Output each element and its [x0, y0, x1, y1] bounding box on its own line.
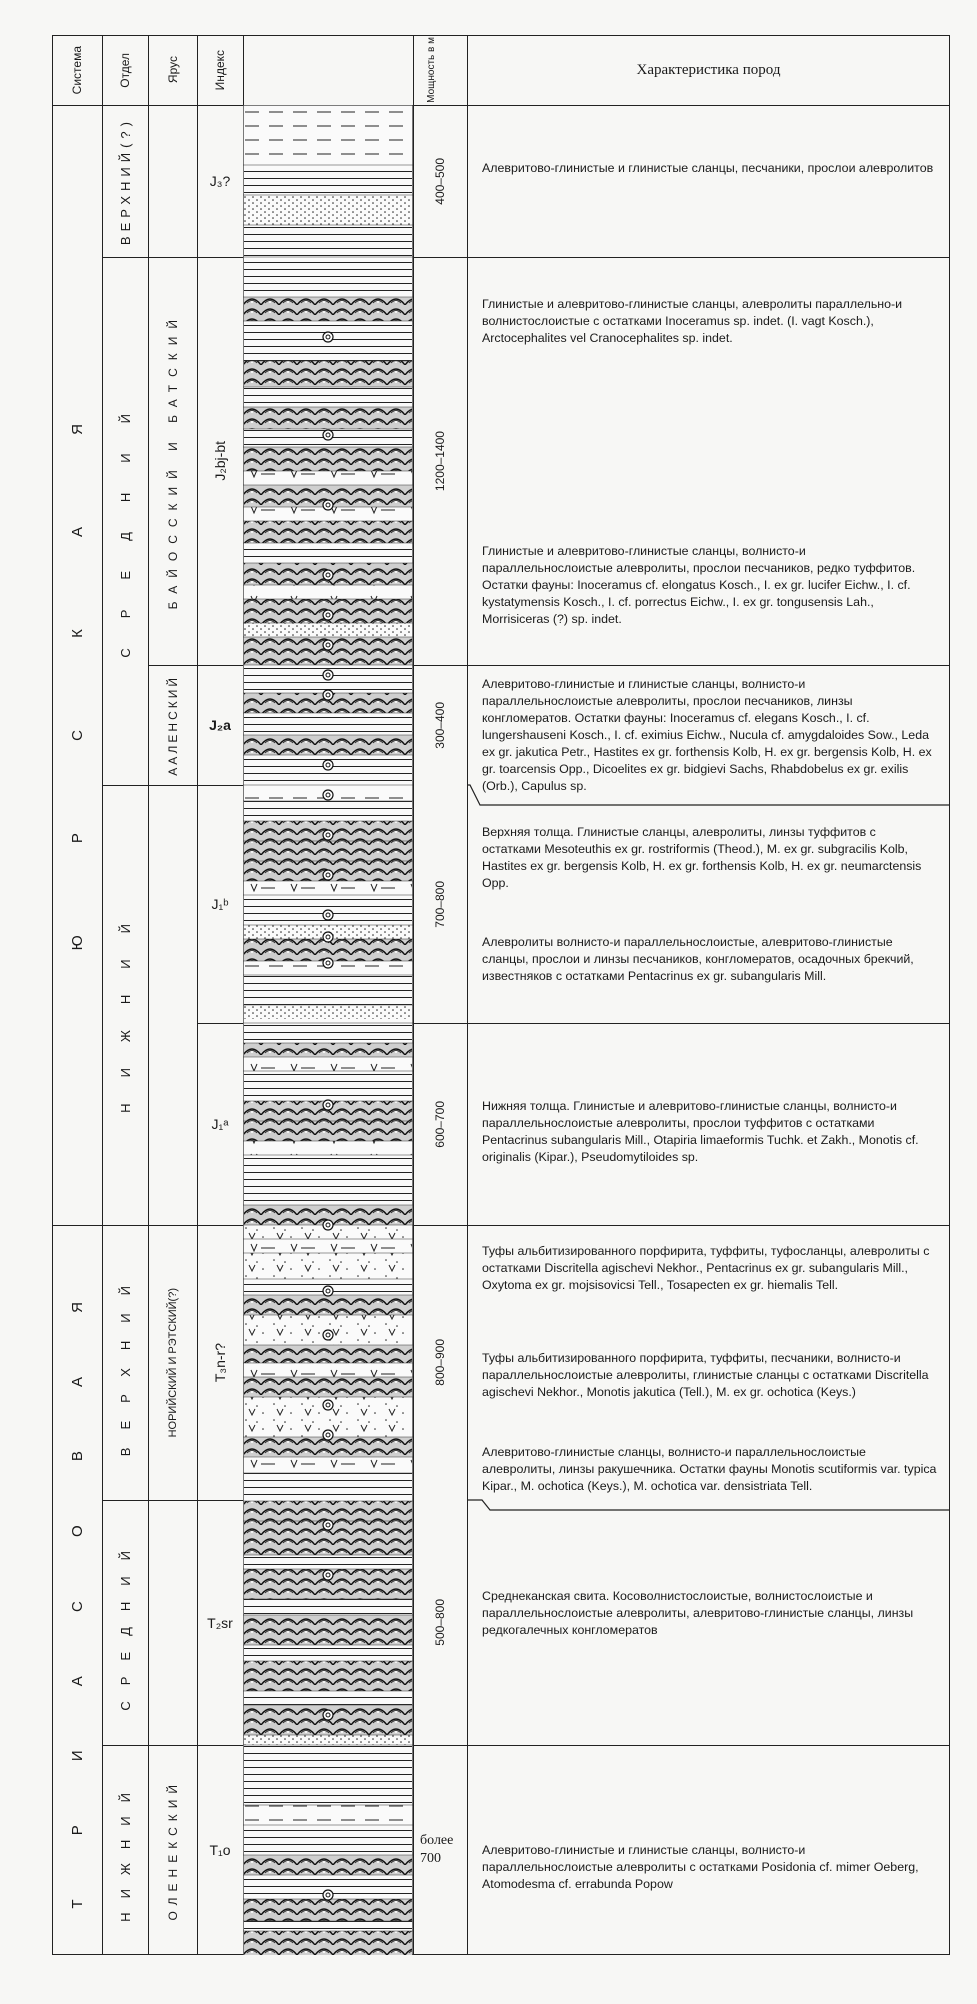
- lithology-band: [244, 1599, 412, 1615]
- thickness-value: 600–700: [433, 1100, 447, 1148]
- ammonite-fossil-icon: [323, 670, 333, 680]
- lithology-band: [244, 1345, 412, 1363]
- ammonite-fossil-icon: [323, 932, 333, 942]
- ammonite-fossil-icon: [323, 1430, 333, 1440]
- stage-label: БАЙОССКИЙ И БАТСКИЙ: [165, 312, 180, 610]
- ammonite-fossil-icon: [323, 1286, 333, 1296]
- series-label: НИЖНИЙ: [117, 897, 133, 1113]
- header-stage-label: Ярус: [165, 56, 180, 84]
- lithology-band: [244, 1043, 412, 1057]
- ammonite-fossil-icon: [323, 1400, 333, 1410]
- ammonite-fossil-icon: [323, 870, 333, 880]
- lithology-band: [244, 735, 412, 755]
- ammonite-fossil-icon: [323, 610, 333, 620]
- stage-label: НОРИЙСКИЙ И РЭТСКИЙ(?): [166, 1287, 179, 1438]
- description-j1a: Нижняя толща. Глинистые и алевритово-глинистые сланцы, волнисто-и параллельнослоистые алевролиты, прослои туффитов с остатками Pentacrinus subangularis Mill., Otapiria limaeformis Tuchk. et Zakh., Monotis cf. originalis (Kipar.), Pseudomytiloides sp.: [482, 1099, 919, 1164]
- lithology-band: [244, 1377, 412, 1397]
- connector-line: [467, 1500, 950, 1510]
- system-triassic-label: Т Р И А С О В А Я: [68, 1271, 86, 1909]
- lithology-band: [244, 1057, 412, 1071]
- ammonite-fossil-icon: [323, 1890, 333, 1900]
- ammonite-fossil-icon: [323, 430, 333, 440]
- lithology-band: [244, 225, 412, 257]
- series-label: ВЕРХНИЙ: [117, 1268, 133, 1457]
- series-label: СРЕДНИЙ: [117, 1534, 133, 1711]
- description-t3-upper: Туфы альбитизированного порфирита, туффиты, туфосланцы, алевролиты с остатками Discritella agischevi Nekhor., Pentacrinus ex gr. subangularis Mill., Oxytoma ex gr. mojsisovicsi Tell., Tosapecten ex gr. hiemalis Tell.: [482, 1244, 930, 1292]
- thickness-value: 700–800: [433, 880, 447, 928]
- lithology-band: [244, 1931, 412, 1955]
- ammonite-fossil-icon: [323, 500, 333, 510]
- lithology-band: [244, 623, 412, 637]
- ammonite-fossil-icon: [323, 1330, 333, 1340]
- lithology-band: [244, 1005, 412, 1019]
- thickness-value: 800–900: [433, 1339, 447, 1386]
- series-label: СРЕДНИЙ: [117, 384, 133, 658]
- thickness-value: 300–400: [433, 701, 447, 749]
- ammonite-fossil-icon: [323, 830, 333, 840]
- thickness-value: 400–500: [433, 157, 447, 205]
- lithology-band: [244, 1899, 412, 1921]
- series-label: ВЕРХНИЙ(?): [117, 116, 133, 246]
- lithology-band: [244, 521, 412, 543]
- lithology-band: [244, 105, 412, 165]
- system-jurassic-label: Ю Р С К А Я: [68, 379, 86, 951]
- lithology-band: [244, 1661, 412, 1691]
- lithology-band: [244, 407, 412, 429]
- index-label: J₃?: [209, 173, 231, 189]
- lithology-band: [244, 165, 412, 195]
- ammonite-fossil-icon: [323, 1520, 333, 1530]
- index-label: J₁ᵃ: [211, 1116, 229, 1132]
- ammonite-fossil-icon: [323, 690, 333, 700]
- lithology-band: [244, 881, 412, 895]
- lithology-band: [244, 1645, 412, 1661]
- lithology-band: [244, 543, 412, 563]
- stage-label: ОЛЕНЕКСКИЙ: [165, 1779, 180, 1921]
- ammonite-fossil-icon: [323, 910, 333, 920]
- lithology-band: [244, 1825, 412, 1855]
- ammonite-fossil-icon: [323, 570, 333, 580]
- header-thickness-label: Мощность в м: [426, 37, 437, 103]
- lithology-band: [244, 1921, 412, 1931]
- ammonite-fossil-icon: [323, 958, 333, 968]
- lithology-band: [244, 1121, 412, 1141]
- index-label: J₁ᵇ: [211, 896, 229, 912]
- lithology-band: [244, 387, 412, 407]
- lithology-band: [244, 841, 412, 861]
- lithology-band: [244, 1615, 412, 1645]
- lithology-band: [244, 1457, 412, 1473]
- description-j3: Алевритово-глинистые и глинистые сланцы, песчаники, прослои алевролитов: [482, 161, 934, 175]
- lithology-band: [244, 1555, 412, 1569]
- lithology-band: [244, 1071, 412, 1101]
- ammonite-fossil-icon: [323, 790, 333, 800]
- lithology-band: [244, 1023, 412, 1043]
- lithology-band: [244, 1691, 412, 1705]
- lithology-band: [244, 1155, 412, 1205]
- lithology-band: [244, 1141, 412, 1155]
- description-j2a: Алевритово-глинистые и глинистые сланцы, волнисто-и параллельнослоистые алевролиты, прослои песчаников, линзы конгломератов. Остатки фауны: Inoceramus cf. elegans Kosch., I. cf. lungershauseni Kosch., I. cf. eximius Eichw., Nucula cf. amygdaloides Sow., Leda ex gr. jakutica Petr., Hastites ex gr. forthensis Kolb, H. ex gr. bergensis Kolb, H. ex gr. toarcensis Opp., Dicoelites ex gr. bidgievi Sachs, Rhabdobelus ex gr. exilis (Orb.), Capulus sp.: [482, 677, 932, 793]
- lithology-band: [244, 1295, 412, 1315]
- thickness-value: более 700: [420, 1833, 454, 1866]
- ammonite-fossil-icon: [323, 760, 333, 770]
- lithology-band: [244, 1735, 412, 1745]
- header-description-label: Характеристика пород: [636, 61, 781, 78]
- ammonite-fossil-icon: [323, 1100, 333, 1110]
- description-t3-lower: Алевритово-глинистые сланцы, волнисто-и параллельнослоистые алевролиты, линзы ракушечника. Остатки фауны Monotis scutiformis var. typica Kipar., M. ochotica (Keys.), M. ochotica var. densistriata Tell.: [482, 1445, 937, 1493]
- lithology-band: [244, 975, 412, 1005]
- lithology-band: [244, 361, 412, 387]
- series-label: НИЖНИЙ: [117, 1778, 133, 1922]
- lithology-band: [244, 447, 412, 471]
- lithology-band: [244, 1239, 412, 1253]
- header-index-label: Индекс: [213, 49, 227, 91]
- description-j1b-upper: Верхняя толща. Глинистые сланцы, алевролиты, линзы туффитов с остатками Mesoteuthis ex gr. rostriformis (Theod.), M. ex gr. subgracilis Kolb, Hastites ex gr. bergensis Kolb, H. ex gr. forthensis Kolb, H. ex gr. neumarctensis Opp.: [482, 825, 922, 890]
- lithology-band: [244, 1473, 412, 1501]
- lithology-band: [244, 1363, 412, 1377]
- ammonite-fossil-icon: [323, 1710, 333, 1720]
- description-t1: Алевритово-глинистые и глинистые сланцы, волнисто-и параллельнослоистые алевролиты с остатками Posidonia cf. mimer Oeberg, Atomodesma cf. errabunda Popow: [482, 1843, 919, 1891]
- ammonite-fossil-icon: [323, 332, 333, 342]
- lithology-band: [244, 471, 412, 485]
- header-series-label: Отдел: [118, 52, 132, 88]
- lithology-band: [244, 1745, 412, 1805]
- ammonite-fossil-icon: [323, 640, 333, 650]
- thickness-value: 500–800: [433, 1599, 447, 1646]
- thickness-value: 1200–1400: [433, 430, 447, 492]
- index-label: T₁o: [209, 1842, 231, 1858]
- stage-label: ААЛЕНСКИЙ: [165, 674, 180, 776]
- lithology-band: [244, 713, 412, 735]
- index-label: T₂sr: [207, 1614, 233, 1631]
- lithology-band: [244, 257, 412, 297]
- description-j2bj-bt-lower: Глинистые и алевритово-глинистые сланцы, волнисто-и параллельнослоистые алевролиты, прослои песчаников, редко туффитов. Остатки фауны: Inoceramus cf. elongatus Kosch., I. ex gr. lucifer Eichw., I. cf. kystatymensis Kosch., I. cf. porrectus Eichw., I. ex gr. tongusensis Lah., Morrisiceras (?) sp. indet.: [482, 544, 916, 626]
- lithology-band: [244, 195, 412, 225]
- lithology-band: [244, 1855, 412, 1875]
- index-label: J₂a: [209, 717, 231, 733]
- lithology-column: [243, 105, 413, 1955]
- lithology-band: [244, 1253, 412, 1279]
- lithology-band: [244, 1805, 412, 1825]
- header-system-label: Система: [70, 45, 84, 95]
- index-label: J₂bj-bt: [212, 441, 228, 481]
- ammonite-fossil-icon: [323, 1220, 333, 1230]
- description-t3-middle: Туфы альбитизированного порфирита, туффиты, песчаники, волнисто-и параллельнослоистые алевролиты, глинистые сланцы с остатками Discritella agischevi Nekhor., Monotis jakutica (Tell.), M. ex gr. ochotica (Keys.): [482, 1351, 929, 1399]
- description-j1b-lower: Алевролиты волнисто-и параллельнослоистые, алевритово-глинистые сланцы, прослои и линзы песчаников, конгломератов, осадочных брекчий, известняков с остатками Pentacrinus ex gr. subangularis Mill.: [482, 935, 914, 983]
- lithology-band: [244, 297, 412, 321]
- lithology-band: [244, 585, 412, 599]
- ammonite-fossil-icon: [323, 1570, 333, 1580]
- index-label: T₃n-r?: [212, 1342, 228, 1383]
- description-t2: Среднеканская свита. Косоволнистослоистые, волнистослоистые и параллельнослоистые алевролиты, алевритово-глинистые сланцы, линзы редкогалечных конгломератов: [482, 1589, 914, 1637]
- description-j2bj-bt-upper: Глинистые и алевритово-глинистые сланцы, алевролиты параллельно-и волнистослоистые с остатками Inoceramus sp. indet. (I. vagt Kosch.), Arctocephalites vel Cranocephalites sp. indet.: [482, 297, 903, 345]
- lithology-band: [244, 1501, 412, 1521]
- lithology-band: [244, 801, 412, 821]
